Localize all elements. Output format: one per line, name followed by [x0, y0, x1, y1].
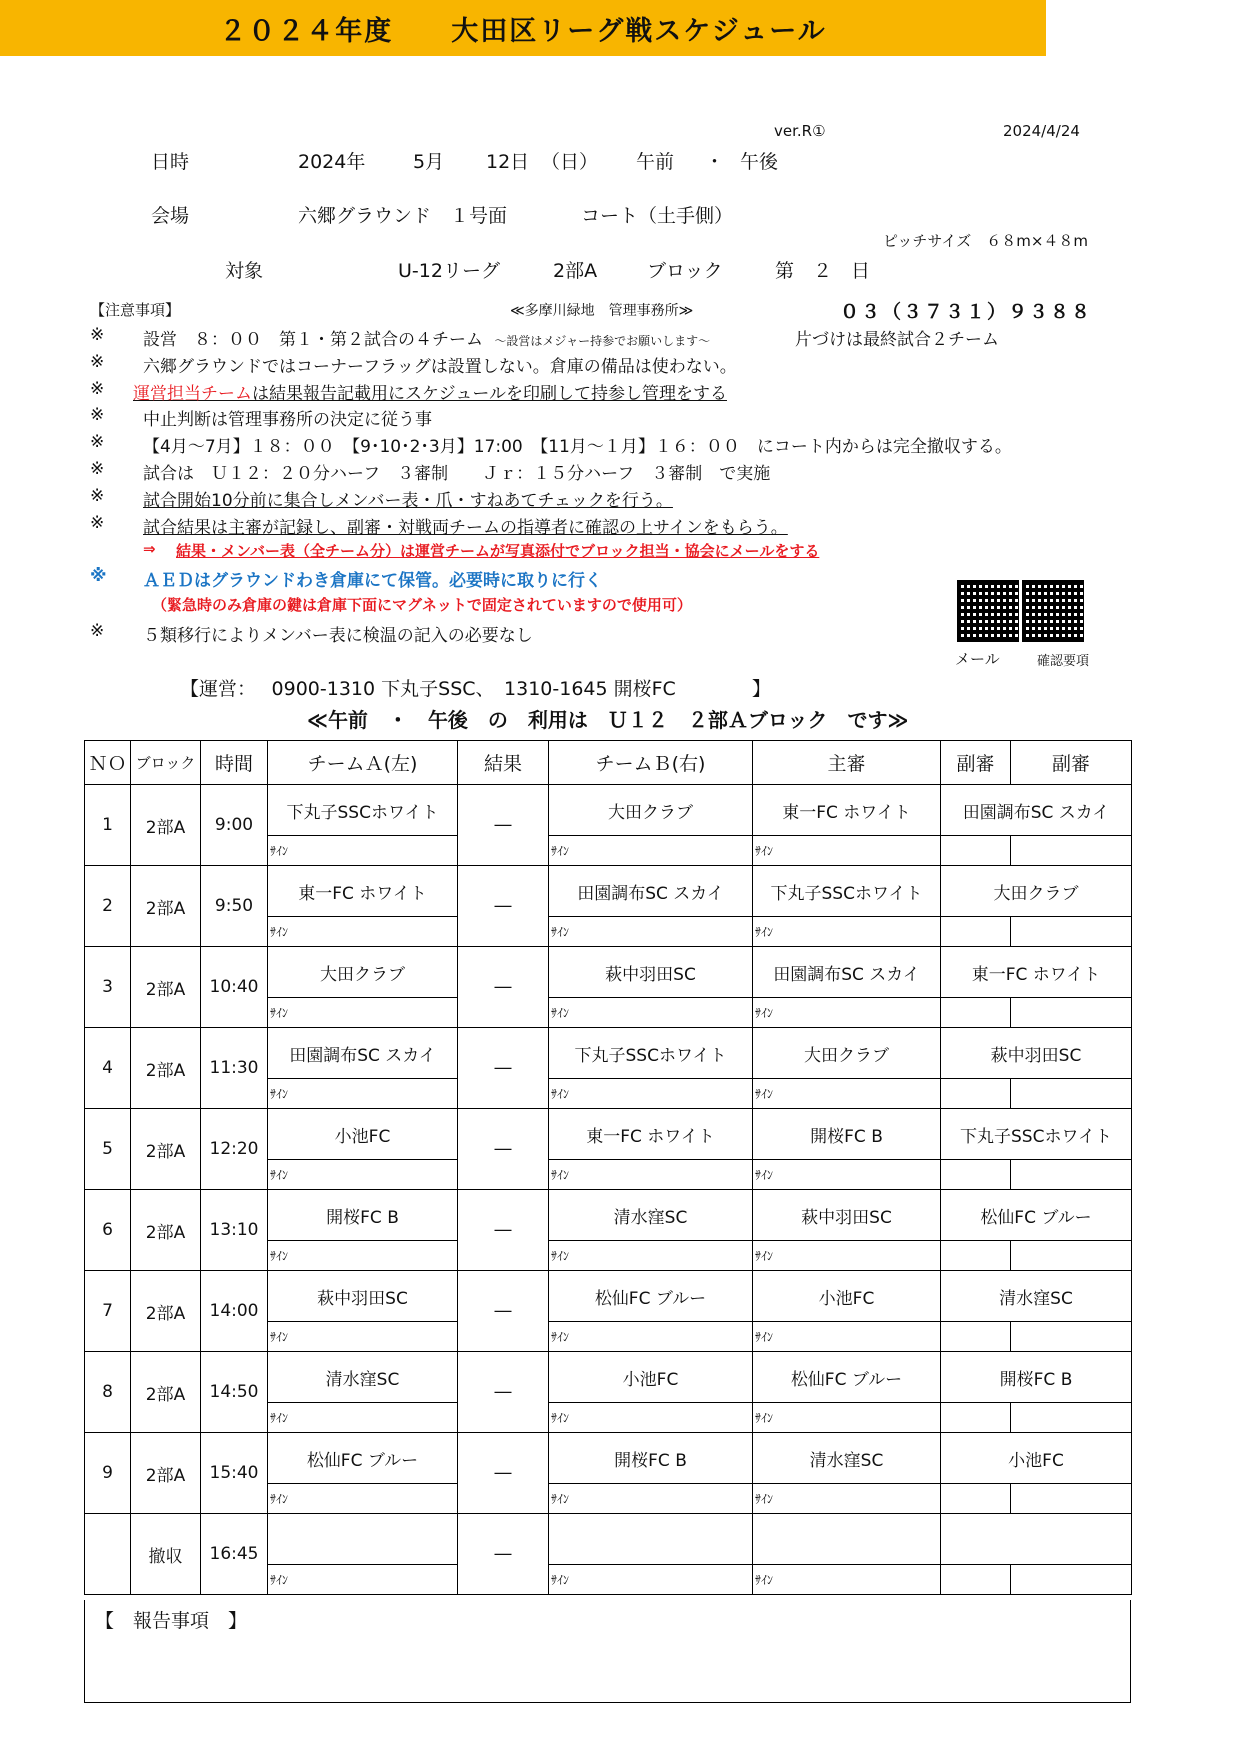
cell-assistant: 清水窪SC: [941, 1271, 1132, 1322]
sign-cell-team-b[interactable]: ｻｲﾝ: [549, 917, 753, 947]
sign-cell-team-a[interactable]: ｻｲﾝ: [268, 1565, 458, 1595]
sign-cell-assistant-1[interactable]: [941, 1241, 1011, 1271]
cell-team-b[interactable]: [549, 1514, 753, 1565]
table-row: [85, 1514, 1132, 1565]
day-number: 第 ２ 日: [775, 260, 871, 282]
notes-heading: 【注意事項】: [90, 301, 181, 319]
sign-cell-referee[interactable]: ｻｲﾝ: [753, 1160, 941, 1190]
sign-cell-team-b[interactable]: ｻｲﾝ: [549, 1160, 753, 1190]
cell-time: 13:10: [201, 1190, 268, 1271]
note-mark: ※: [90, 405, 105, 425]
note-mark: ※: [90, 325, 105, 345]
cell-referee: 小池FC: [753, 1271, 941, 1322]
event-month: 5月: [413, 151, 445, 173]
sign-cell-team-b[interactable]: ｻｲﾝ: [549, 1241, 753, 1271]
table-header-row: [85, 741, 1132, 785]
cell-no: 5: [85, 1109, 131, 1190]
table-row: [85, 947, 1132, 998]
cell-referee: 萩中羽田SC: [753, 1190, 941, 1241]
cell-team-a: 松仙FC ブルー: [268, 1433, 458, 1484]
sign-cell-referee[interactable]: ｻｲﾝ: [753, 836, 941, 866]
arrow-icon: ⇒: [143, 540, 156, 558]
sign-cell-assistant-1[interactable]: [941, 1079, 1011, 1109]
block-label: ブロック: [647, 260, 723, 282]
cell-block: 2部A: [131, 947, 201, 1028]
pm-label: 午後: [740, 151, 779, 173]
cell-team-b: 東一FC ホワイト: [549, 1109, 753, 1160]
sign-cell-assistant-2[interactable]: [1011, 1241, 1132, 1271]
cell-referee: 田園調布SC スカイ: [753, 947, 941, 998]
sign-cell-referee[interactable]: ｻｲﾝ: [753, 1079, 941, 1109]
note-match-format: 試合は Ｕ１２：２０分ハーフ ３審制 Ｊｒ：１５分ハーフ ３審制 で実施: [143, 464, 771, 484]
header-referee: 主審: [753, 741, 941, 785]
cell-assistant: 大田クラブ: [941, 866, 1132, 917]
cell-result[interactable]: ―: [458, 866, 549, 947]
sign-cell-team-b[interactable]: ｻｲﾝ: [549, 1322, 753, 1352]
qr-code-mail-icon[interactable]: [957, 580, 1019, 642]
cell-assistant: 下丸子SSCホワイト: [941, 1109, 1132, 1160]
table-row: [85, 1271, 1132, 1322]
cell-referee: 清水窪SC: [753, 1433, 941, 1484]
cell-no: 1: [85, 785, 131, 866]
event-year: 2024年: [298, 151, 366, 173]
sign-cell-assistant-1[interactable]: [941, 1160, 1011, 1190]
cell-time: 12:20: [201, 1109, 268, 1190]
am-label: 午前: [636, 151, 675, 173]
cell-time: 9:00: [201, 785, 268, 866]
cell-team-b: 開桜FC B: [549, 1433, 753, 1484]
cell-assistant: 開桜FC B: [941, 1352, 1132, 1403]
sign-cell-assistant-2[interactable]: [1011, 1403, 1132, 1433]
cell-team-b: 大田クラブ: [549, 785, 753, 836]
note-mark: ※: [90, 621, 105, 641]
operations-label: 【運営： 0900-1310 下丸子SSC、 1310-1645 開桜FC 】: [180, 678, 771, 700]
cell-block: 2部A: [131, 1109, 201, 1190]
cell-result[interactable]: ―: [458, 1433, 549, 1514]
cell-time: 14:00: [201, 1271, 268, 1352]
cell-team-b: 松仙FC ブルー: [549, 1271, 753, 1322]
sign-cell-assistant-2[interactable]: [1011, 1079, 1132, 1109]
header-block: ブロック: [131, 741, 201, 785]
pitch-size: ピッチサイズ ６８m×４８m: [883, 232, 1088, 250]
cell-assistant: 東一FC ホワイト: [941, 947, 1132, 998]
cell-referee: 開桜FC B: [753, 1109, 941, 1160]
cell-result[interactable]: ―: [458, 1514, 549, 1595]
sign-cell-assistant-1[interactable]: [941, 836, 1011, 866]
cell-team-b: 萩中羽田SC: [549, 947, 753, 998]
cell-block: 2部A: [131, 1352, 201, 1433]
header-team-b: チームＢ(右): [549, 741, 753, 785]
cell-block: 2部A: [131, 1271, 201, 1352]
cell-block: 撤収: [131, 1514, 201, 1595]
cell-no: 6: [85, 1190, 131, 1271]
cell-block: 2部A: [131, 785, 201, 866]
note-mark: ※: [90, 352, 105, 372]
cell-team-a: 清水窪SC: [268, 1352, 458, 1403]
sign-cell-team-b[interactable]: ｻｲﾝ: [549, 998, 753, 1028]
cell-block: 2部A: [131, 1190, 201, 1271]
cell-time: 9:50: [201, 866, 268, 947]
sign-cell-team-a[interactable]: ｻｲﾝ: [268, 1079, 458, 1109]
note-setup-small: ～設営はメジャー持参でお願いします～: [494, 334, 711, 348]
sign-cell-team-b[interactable]: ｻｲﾝ: [549, 1079, 753, 1109]
sign-cell-referee[interactable]: ｻｲﾝ: [753, 1241, 941, 1271]
sign-cell-assistant-1[interactable]: [941, 917, 1011, 947]
league-name: U-12リーグ: [398, 260, 500, 282]
cell-assistant: 松仙FC ブルー: [941, 1190, 1132, 1241]
sign-cell-assistant-2[interactable]: [1011, 1565, 1132, 1595]
cell-result[interactable]: ―: [458, 1352, 549, 1433]
dot-separator: ・: [705, 151, 725, 173]
note-cleanup: 片づけは最終試合２チーム: [795, 330, 999, 350]
cell-result[interactable]: ―: [458, 947, 549, 1028]
datetime-label: 日時: [151, 151, 190, 173]
sign-cell-team-a[interactable]: ｻｲﾝ: [268, 1403, 458, 1433]
ops-team-rest: は結果報告記載用にスケジュールを印刷して持参し管理をする: [252, 384, 727, 404]
note-mark: ※: [90, 486, 105, 506]
cell-time: 16:45: [201, 1514, 268, 1595]
division-name: 2部A: [553, 260, 598, 282]
cell-assistant: 萩中羽田SC: [941, 1028, 1132, 1079]
cell-team-b: 田園調布SC スカイ: [549, 866, 753, 917]
cell-result[interactable]: ―: [458, 1271, 549, 1352]
cell-no: 3: [85, 947, 131, 1028]
office-phone: ０３（３７３１）９３８８: [840, 301, 1093, 323]
cell-assistant: 田園調布SC スカイ: [941, 785, 1132, 836]
sign-cell-referee[interactable]: ｻｲﾝ: [753, 1484, 941, 1514]
cell-time: 15:40: [201, 1433, 268, 1514]
cell-referee: 下丸子SSCホワイト: [753, 866, 941, 917]
ops-team-highlight: 運営担当チーム: [133, 384, 252, 404]
sign-cell-assistant-2[interactable]: [1011, 1322, 1132, 1352]
sign-cell-assistant-1[interactable]: [941, 1484, 1011, 1514]
sign-cell-team-a[interactable]: ｻｲﾝ: [268, 1160, 458, 1190]
cell-time: 14:50: [201, 1352, 268, 1433]
sign-cell-referee[interactable]: ｻｲﾝ: [753, 1565, 941, 1595]
cell-result[interactable]: ―: [458, 785, 549, 866]
note-setup: [143, 325, 710, 350]
cell-referee: 大田クラブ: [753, 1028, 941, 1079]
schedule-body: [85, 785, 1132, 1595]
cell-assistant: 小池FC: [941, 1433, 1132, 1484]
cell-no: 9: [85, 1433, 131, 1514]
venue-name: 六郷グラウンド １号面: [298, 205, 508, 227]
sign-cell-assistant-1[interactable]: [941, 1565, 1011, 1595]
cell-no: 8: [85, 1352, 131, 1433]
cell-team-a[interactable]: [268, 1514, 458, 1565]
header-assistant-1: 副審: [941, 741, 1011, 785]
header-team-a: チームＡ(左): [268, 741, 458, 785]
cell-time: 11:30: [201, 1028, 268, 1109]
note-mark: ※: [90, 513, 105, 533]
cell-no: 7: [85, 1271, 131, 1352]
header-assistant-2: 副審: [1011, 741, 1132, 785]
note-corner: 六郷グラウンドではコーナーフラッグは設置しない。倉庫の備品は使わない。: [143, 357, 737, 377]
note-setup-main: 設営 ８：００ 第１・第２試合の４チーム: [143, 330, 483, 350]
cell-team-a: 小池FC: [268, 1109, 458, 1160]
qr-code-confirm-icon[interactable]: [1022, 580, 1084, 642]
sign-cell-assistant-2[interactable]: [1011, 1160, 1132, 1190]
qr-mail-label: メール: [955, 650, 1000, 668]
note-cancel: 中止判断は管理事務所の決定に従う事: [143, 410, 432, 430]
note-gather: 試合開始10分前に集合しメンバー表・爪・すねあてチェックを行う。: [143, 491, 673, 511]
note-covid: ５類移行によりメンバー表に検温の記入の必要なし: [143, 626, 533, 646]
table-row: [85, 1028, 1132, 1079]
sign-cell-team-a[interactable]: ｻｲﾝ: [268, 998, 458, 1028]
sign-cell-referee[interactable]: ｻｲﾝ: [753, 998, 941, 1028]
cell-referee: 東一FC ホワイト: [753, 785, 941, 836]
cell-result[interactable]: ―: [458, 1190, 549, 1271]
cell-result[interactable]: ―: [458, 1028, 549, 1109]
note-aed-key: （緊急時のみ倉庫の鍵は倉庫下面にマグネットで固定されていますので使用可）: [152, 596, 692, 614]
header-no: ＮＯ: [85, 741, 131, 785]
note-mark: ※: [90, 432, 105, 452]
cell-team-a: 大田クラブ: [268, 947, 458, 998]
cell-assistant[interactable]: [941, 1514, 1132, 1565]
note-ops-team: [133, 379, 727, 404]
cell-referee: 松仙FC ブルー: [753, 1352, 941, 1403]
sign-cell-assistant-1[interactable]: [941, 1403, 1011, 1433]
table-row: [85, 1109, 1132, 1160]
target-label: 対象: [225, 260, 264, 282]
note-result: 試合結果は主審が記録し、副審・対戦両チームの指導者に確認の上サインをもらう。: [143, 518, 788, 538]
sign-cell-assistant-2[interactable]: [1011, 998, 1132, 1028]
cell-team-a: 東一FC ホワイト: [268, 866, 458, 917]
sign-cell-referee[interactable]: ｻｲﾝ: [753, 917, 941, 947]
office-name: ≪多摩川緑地 管理事務所≫: [510, 303, 694, 319]
note-mark: ※: [90, 566, 107, 586]
note-mark: ※: [90, 459, 105, 479]
usage-label: ≪午前 ・ 午後 の 利用は Ｕ１２ ２部Ａブロック です≫: [307, 708, 909, 732]
sign-cell-referee[interactable]: ｻｲﾝ: [753, 1403, 941, 1433]
cell-team-b: 下丸子SSCホワイト: [549, 1028, 753, 1079]
cell-team-a: 田園調布SC スカイ: [268, 1028, 458, 1079]
note-mark: ※: [90, 379, 105, 399]
cell-team-b: 小池FC: [549, 1352, 753, 1403]
report-label: 【 報告事項 】: [95, 1610, 248, 1632]
event-weekday: （日）: [541, 151, 599, 173]
page-title: ２０２４年度 大田区リーグ戦スケジュール: [0, 0, 1046, 56]
sign-cell-team-a[interactable]: ｻｲﾝ: [268, 1241, 458, 1271]
cell-team-a: 開桜FC B: [268, 1190, 458, 1241]
sign-cell-referee[interactable]: ｻｲﾝ: [753, 1322, 941, 1352]
cell-block: 2部A: [131, 1433, 201, 1514]
sign-cell-team-a[interactable]: ｻｲﾝ: [268, 917, 458, 947]
header-result: 結果: [458, 741, 549, 785]
cell-no: 2: [85, 866, 131, 947]
cell-team-b: 清水窪SC: [549, 1190, 753, 1241]
table-row: [85, 1433, 1132, 1484]
cell-time: 10:40: [201, 947, 268, 1028]
sign-cell-team-a[interactable]: ｻｲﾝ: [268, 1484, 458, 1514]
sign-cell-assistant-1[interactable]: [941, 1322, 1011, 1352]
table-row: [85, 785, 1132, 836]
document-date: 2024/4/24: [1003, 122, 1080, 140]
cell-block: 2部A: [131, 866, 201, 947]
cell-no: 4: [85, 1028, 131, 1109]
sign-cell-team-b[interactable]: ｻｲﾝ: [549, 1403, 753, 1433]
note-withdraw-times: 【4月～7月】１８：００ 【9･10･2･3月】17:00 【11月～１月】１６：００ にコート内からは完全撤収する。: [143, 437, 1012, 457]
venue-label: 会場: [151, 205, 190, 227]
cell-team-a: 下丸子SSCホワイト: [268, 785, 458, 836]
qr-confirm-label: 確認要項: [1037, 654, 1090, 669]
sign-cell-team-b[interactable]: ｻｲﾝ: [549, 836, 753, 866]
cell-referee[interactable]: [753, 1514, 941, 1565]
sign-cell-team-b[interactable]: ｻｲﾝ: [549, 1565, 753, 1595]
sign-cell-assistant-2[interactable]: [1011, 1484, 1132, 1514]
sign-cell-team-b[interactable]: ｻｲﾝ: [549, 1484, 753, 1514]
event-day: 12日: [486, 151, 530, 173]
sign-cell-assistant-1[interactable]: [941, 998, 1011, 1028]
table-row: [85, 866, 1132, 917]
court-name: コート（土手側）: [581, 205, 734, 227]
note-aed: ＡＥＤはグラウンドわき倉庫にて保管。必要時に取りに行く: [143, 571, 602, 591]
report-box[interactable]: [84, 1600, 1131, 1703]
sign-cell-assistant-2[interactable]: [1011, 836, 1132, 866]
table-row: [85, 1352, 1132, 1403]
version-label: ver.R①: [774, 122, 826, 140]
note-mail-results: 結果・メンバー表（全チーム分）は運営チームが写真添付でブロック担当・協会にメールをする: [176, 542, 820, 560]
header-time: 時間: [201, 741, 268, 785]
sign-cell-team-a[interactable]: ｻｲﾝ: [268, 1322, 458, 1352]
cell-no: [85, 1514, 131, 1595]
table-row: [85, 1190, 1132, 1241]
cell-block: 2部A: [131, 1028, 201, 1109]
cell-team-a: 萩中羽田SC: [268, 1271, 458, 1322]
sign-cell-assistant-2[interactable]: [1011, 917, 1132, 947]
schedule-table: [84, 740, 1132, 1595]
cell-result[interactable]: ―: [458, 1109, 549, 1190]
sign-cell-team-a[interactable]: ｻｲﾝ: [268, 836, 458, 866]
